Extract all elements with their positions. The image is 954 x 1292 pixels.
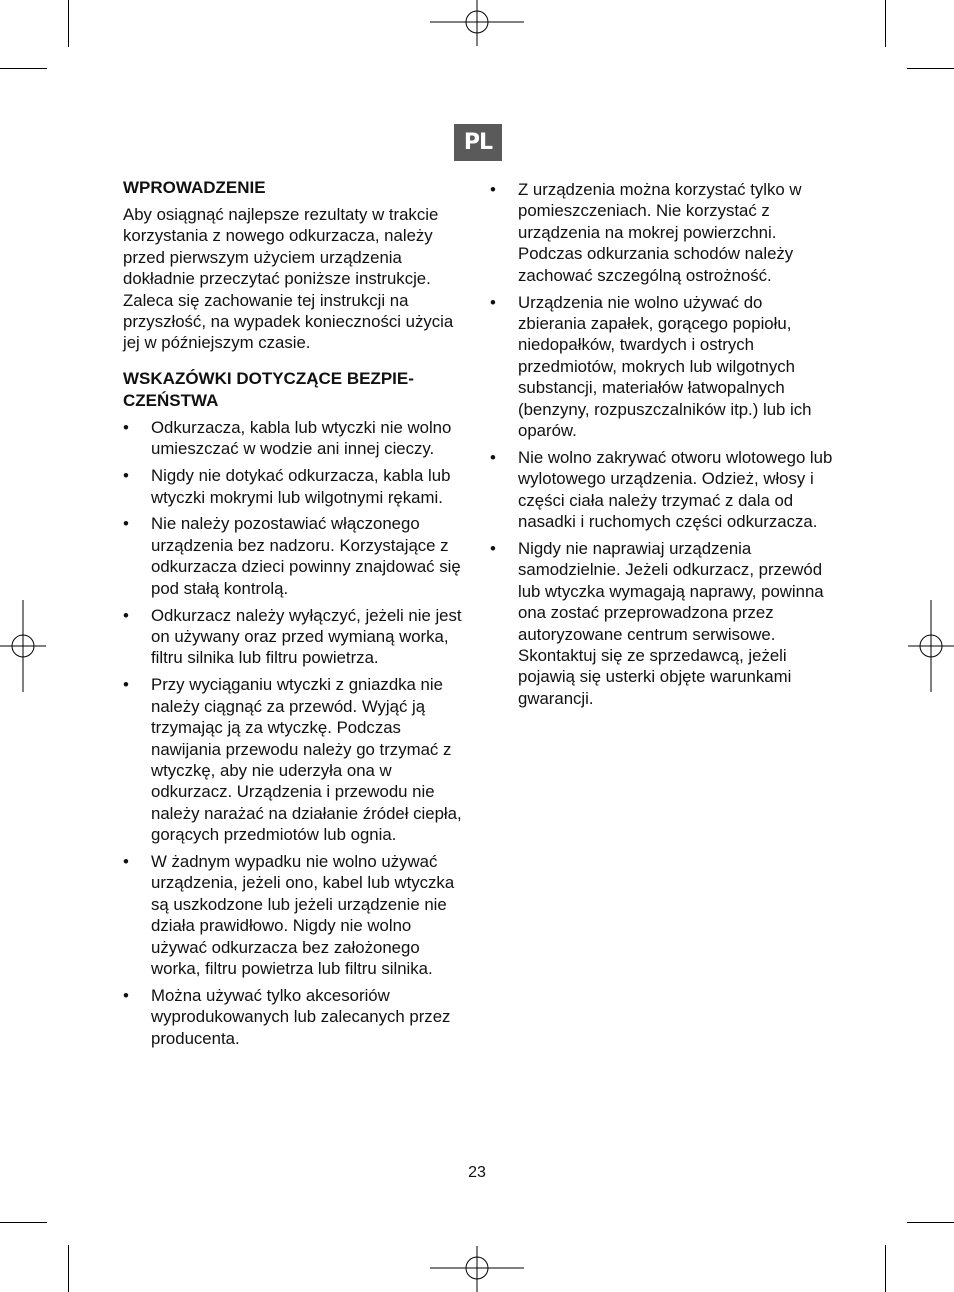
bullet-icon: • [123, 417, 129, 437]
crop-mark [907, 1222, 954, 1223]
right-column [490, 179, 835, 715]
list-item-text: Odkurzacza, kabla lub wtyczki nie wolno umieszczać w wodzie ani innej cieczy. [151, 417, 452, 459]
bullet-icon: • [490, 180, 496, 199]
list-item-text: Przy wyciąganiu wtyczki z gniazdka nie należy ciągnąć za przewód. Wyjąć ją trzymając ją za wtyczkę. Podczas nawijania przewodu należy go trzymać z wtyczkę, aby nie uderzyła ona w odkurzacz. Urządzenia i przewodu nie należy narażać na działanie źródeł ciepła, gorących przedmiotów lub ognia. [151, 675, 462, 845]
list-item [123, 851, 468, 979]
registration-mark-top [430, 0, 524, 46]
registration-mark-right [908, 600, 954, 692]
bullet-icon: • [123, 605, 129, 625]
crop-mark [907, 68, 954, 69]
list-item [490, 292, 835, 442]
list-item [490, 538, 835, 709]
bullet-icon: • [490, 539, 496, 558]
registration-mark-bottom [430, 1246, 524, 1292]
list-item [123, 465, 468, 508]
list-item [123, 985, 468, 1049]
intro-text: Aby osiągnąć najlepsze rezultaty w trakcie korzystania z nowego odkurzacza, należy przed pierwszym użyciem urządzenia dokładnie przeczytać poniższe instrukcje. Zaleca się zachowanie tej instrukcji na przyszłość, na wypadek konieczności użycia jej w późniejszym czasie. [123, 205, 454, 353]
list-item-text: Nigdy nie dotykać odkurzacza, kabla lub wtyczki mokrymi lub wilgotnymi rękami. [151, 466, 451, 507]
list-item [123, 605, 468, 669]
safety-heading: WSKAZÓWKI DOTYCZĄCE BEZPIE-CZEŃSTWA [123, 368, 414, 410]
list-item-text: Odkurzacz należy wyłączyć, jeżeli nie jest on używany oraz przed wymianą worka, filtru silnika lub filtru powietrza. [151, 605, 462, 668]
bullet-icon: • [490, 447, 496, 467]
language-badge: PL [454, 124, 502, 161]
list-item [490, 447, 835, 533]
list-item-text: Z urządzenia można korzystać tylko w pomieszczeniach. Nie korzystać z urządzenia na mokrej powierzchni. Podczas odkurzania schodów należy zachować szczególną ostrożność. [518, 180, 802, 285]
intro-heading: WPROWADZENIE [123, 178, 266, 197]
list-item [123, 513, 468, 599]
list-item-text: Urządzenia nie wolno używać do zbierania zapałek, gorącego popiołu, niedopałków, twardych i ostrych przedmiotów, mokrych lub wilgotnych substancji, materiałów łatwopalnych (benzyny, rozpuszczalników itp.) lub ich oparów. [518, 292, 812, 440]
list-item-text: Można używać tylko akcesoriów wyprodukowanych lub zalecanych przez producenta. [151, 986, 451, 1048]
crop-mark [68, 1245, 69, 1292]
list-item [490, 179, 835, 286]
bullet-icon: • [123, 675, 129, 695]
crop-mark [0, 68, 47, 69]
list-item-text: Nie wolno zakrywać otworu wlotowego lub wylotowego urządzenia. Odzież, włosy i części ciała należy trzymać z dala od nasadki i ruchomych części odkurzacza. [518, 447, 833, 532]
crop-mark [885, 1245, 886, 1292]
list-item [123, 674, 468, 845]
list-item [123, 417, 468, 460]
bullet-icon: • [123, 466, 129, 486]
registration-mark-left [0, 600, 46, 692]
safety-list-left [123, 417, 468, 1049]
left-column [123, 177, 468, 1055]
bullet-icon: • [490, 292, 496, 312]
bullet-icon: • [123, 852, 129, 872]
list-item-text: Nigdy nie naprawiaj urządzenia samodzielnie. Jeżeli odkurzacz, przewód lub wtyczka wymagają naprawy, powinna ona zostać przeprowadzona przez autoryzowane centrum serwisowe. Skontaktuj się ze sprzedawcą, jeżeli pojawią się usterki objęte warunkami gwarancji. [518, 539, 824, 708]
bullet-icon: • [123, 514, 129, 534]
list-item-text: W żadnym wypadku nie wolno używać urządzenia, jeżeli ono, kabel lub wtyczka są uszkodzone lub jeżeli urządzenie nie działa prawidłowo. Nigdy nie wolno używać odkurzacza bez założonego worka, filtru powietrza lub filtru silnika. [151, 852, 455, 979]
safety-list-right [490, 179, 835, 709]
page-number: 23 [468, 1164, 486, 1181]
bullet-icon: • [123, 986, 129, 1005]
crop-mark [68, 0, 69, 47]
crop-mark [885, 0, 886, 47]
crop-mark [0, 1222, 47, 1223]
list-item-text: Nie należy pozostawiać włączonego urządzenia bez nadzoru. Korzystające z odkurzacza dzieci powinny znajdować się pod stałą kontrolą. [151, 514, 461, 598]
